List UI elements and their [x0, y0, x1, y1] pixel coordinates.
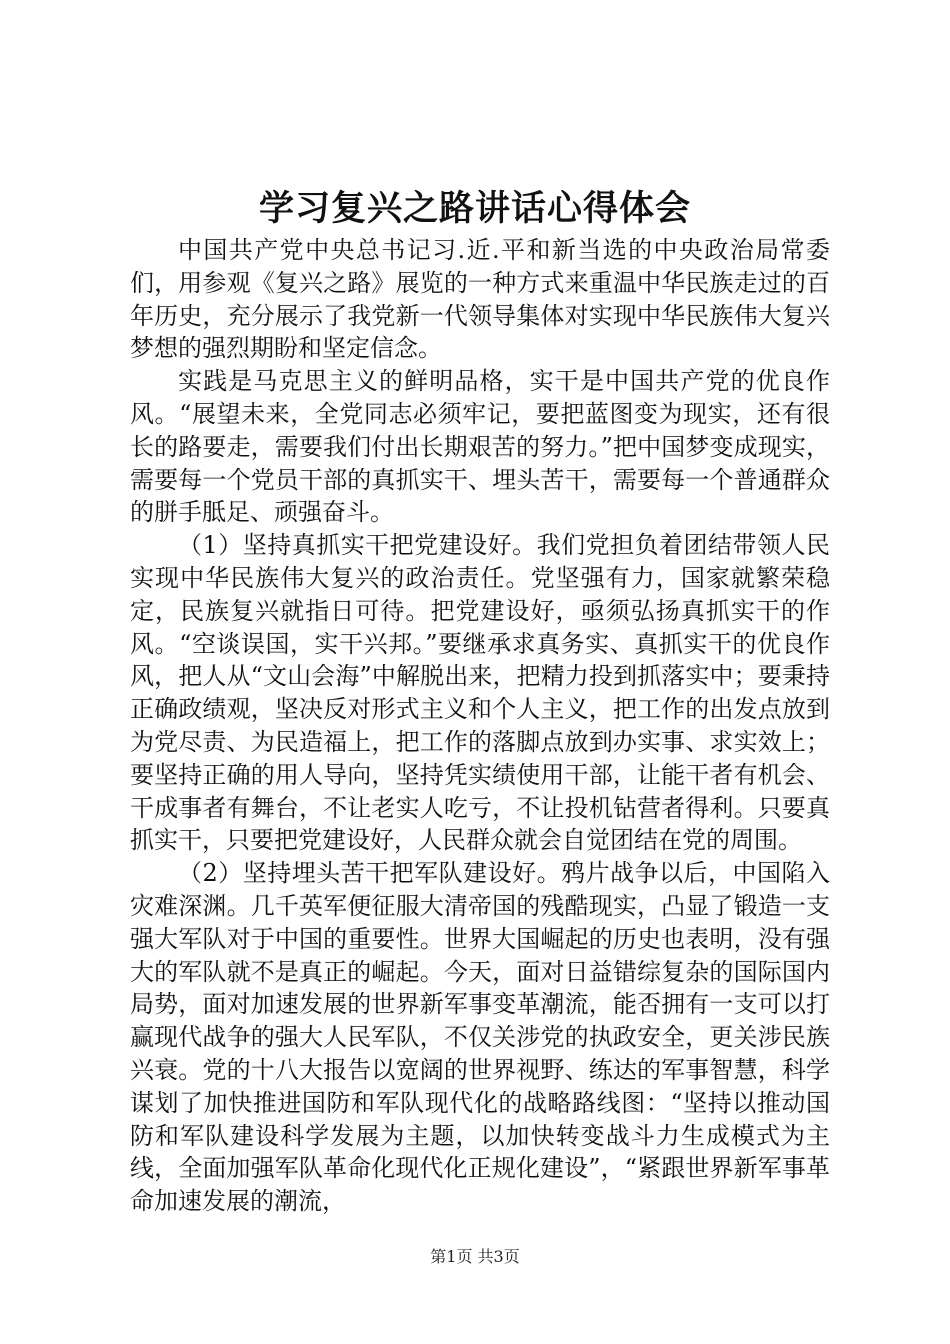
- paragraph-party-building: （1）坚持真抓实干把党建设好。我们党担负着团结带领人民实现中华民族伟大复兴的政治责任。党坚强有力，国家就繁荣稳定，民族复兴就指日可待。把党建设好，亟须弘扬真抓实干的作风。“空谈误国，实干兴邦。”要继承求真务实、真抓实干的优良作风，把人从“文山会海”中解脱出来，把精力投到抓落实中；要秉持正确政绩观，坚决反对形式主义和个人主义，把工作的出发点放到为党尽责、为民造福上，把工作的落脚点放到办实事、求实效上；要坚持正确的用人导向，坚持凭实绩使用干部，让能干者有机会、干成事者有舞台，不让老实人吃亏，不让投机钻营者得利。只要真抓实干，只要把党建设好，人民群众就会自觉团结在党的周围。: [130, 531, 830, 855]
- page-number-footer: 第1页 共3页: [430, 1247, 520, 1266]
- document-body: [130, 234, 830, 1218]
- paragraph-practice: 实践是马克思主义的鲜明品格，实干是中国共产党的优良作风。“展望未来，全党同志必须牢记，要把蓝图变为现实，还有很长的路要走，需要我们付出长期艰苦的努力。”把中国梦变成现实，需要每一个党员干部的真抓实干、埋头苦干，需要每一个普通群众的胼手胝足、顽强奋斗。: [130, 367, 830, 527]
- paragraph-intro: 中国共产党中央总书记习.近.平和新当选的中央政治局常委们，用参观《复兴之路》展览的一种方式来重温中华民族走过的百年历史，充分展示了我党新一代领导集体对实现中华民族伟大复兴梦想的强烈期盼和坚定信念。: [130, 236, 830, 363]
- paragraph-army-building: （2）坚持埋头苦干把军队建设好。鸦片战争以后，中国陷入灾难深渊。几千英军便征服大清帝国的残酷现实，凸显了锻造一支强大军队对于中国的重要性。世界大国崛起的历史也表明，没有强大的军队就不是真正的崛起。今天，面对日益错综复杂的国际国内局势，面对加速发展的世界新军事变革潮流，能否拥有一支可以打赢现代战争的强大人民军队，不仅关涉党的执政安全，更关涉民族兴衰。党的十八大报告以宽阔的世界视野、练达的军事智慧，科学谋划了加快推进国防和军队现代化的战略路线图：“坚持以推动国防和军队建设科学发展为主题，以加快转变战斗力生成模式为主线，全面加强军队革命化现代化正规化建设”，“紧跟世界新军事革命加速发展的潮流，: [130, 859, 830, 1216]
- document-title: 学习复兴之路讲话心得体会: [258, 188, 691, 229]
